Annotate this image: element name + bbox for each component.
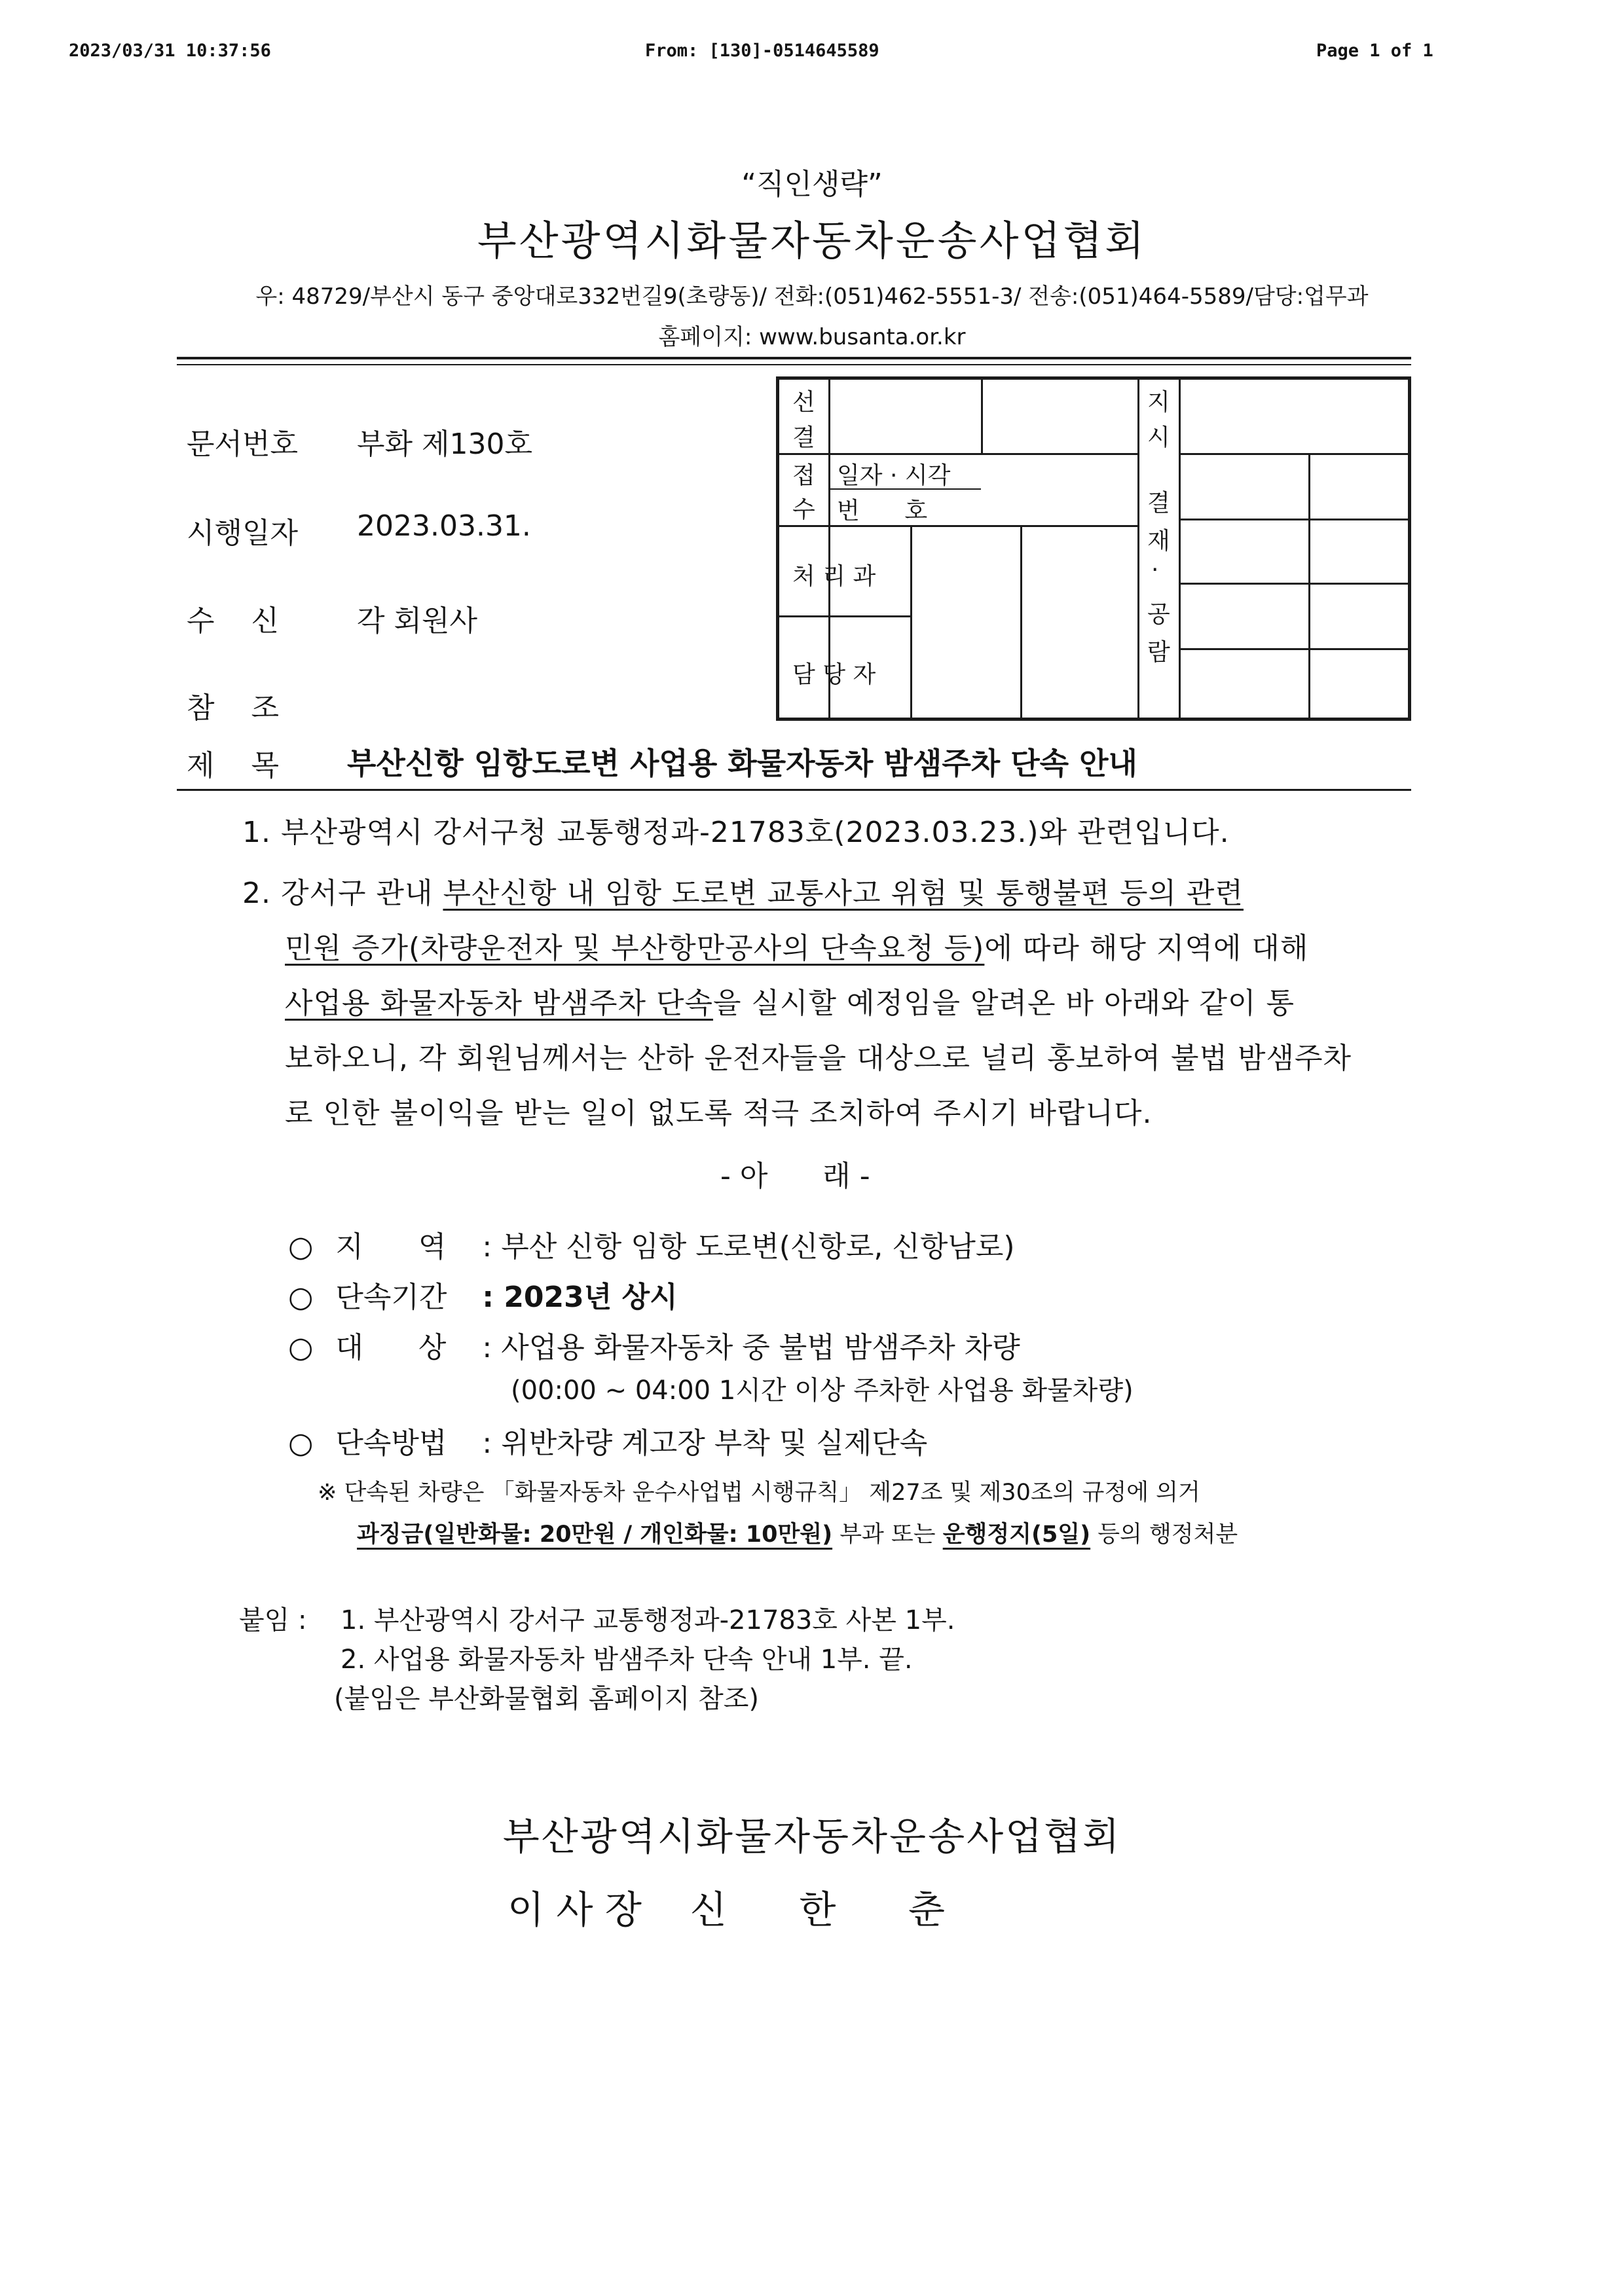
approval-jae: 재: [1147, 528, 1170, 555]
header-divider-thin: [177, 364, 1411, 365]
footer-signer: 이 사 장 신 한 춘: [507, 1887, 946, 1932]
item-area: [288, 1223, 1015, 1265]
doc-number-value: 부화 제130호: [357, 428, 532, 461]
footer-org-name: 부산광역시화물자동차운송사업협회: [502, 1814, 1122, 1859]
subject-label: 제 목: [187, 749, 279, 782]
approval-hline: [779, 615, 910, 617]
attachment-2: 2. 사업용 화물자동차 밤샘주차 단속 안내 1부. 끝.: [341, 1645, 913, 1675]
attachments-label: 붙임 :: [239, 1605, 307, 1635]
approval-si: 시: [1147, 424, 1170, 451]
doc-number-label: 문서번호: [187, 428, 299, 461]
approval-gong: 공: [1147, 601, 1170, 628]
item-area-value: : 부산 신항 임항 도로변(신항로, 신항남로): [482, 1230, 1015, 1264]
approval-ji: 지: [1147, 389, 1170, 416]
item-period-label: 단속기간: [335, 1281, 447, 1314]
approval-processing-dept: 처 리 과: [792, 563, 876, 590]
penalty-note-line-2: [357, 1516, 1238, 1549]
item-bullet: ○: [288, 1427, 314, 1460]
item-period-value: : 2023년 상시: [482, 1281, 678, 1314]
seal-omitted-note: “직인생략”: [741, 168, 883, 201]
recipient-value: 각 회원사: [357, 604, 478, 638]
body-p2-prefix: 2. 강서구 관내: [242, 877, 443, 910]
body-p2-underline-2: 민원 증가(차량운전자 및 부산항만공사의 단속요청 등): [285, 932, 985, 965]
approval-vline: [1137, 380, 1139, 718]
approval-ram: 람: [1147, 639, 1170, 666]
approval-date-time: 일자 · 시각: [837, 462, 951, 489]
approval-gyeol2: 결: [1147, 490, 1170, 517]
body-p2-rest-3: 을 실시할 예정임을 알려온 바 아래와 같이 통: [713, 987, 1295, 1020]
item-bullet: ○: [288, 1331, 314, 1364]
approval-box: [776, 376, 1411, 721]
org-homepage: 홈페이지: www.busanta.or.kr: [658, 324, 966, 350]
item-target-detail: (00:00 ~ 04:00 1시간 이상 주차한 사업용 화물차량): [511, 1376, 1134, 1406]
body-p2-underline-1: 부산신항 내 임항 도로변 교통사고 위험 및 통행불편 등의 관련: [443, 877, 1244, 910]
fax-page: Page 1 of 1: [1316, 41, 1433, 61]
item-bullet: ○: [288, 1230, 314, 1264]
approval-seon: 선: [792, 389, 815, 416]
body-p2-rest-2: 에 따라 해당 지역에 대해: [984, 932, 1309, 965]
body-paragraph-2-line-5: 로 인한 불이익을 받는 일이 없도록 적극 조치하여 주시기 바랍니다.: [285, 1097, 1153, 1130]
item-method: [288, 1419, 927, 1461]
penalty-note-line-1: ※ 단속된 차량은 「화물자동차 운수사업법 시행규칙」 제27조 및 제30조의 규정에 의거: [318, 1480, 1200, 1506]
item-target-value: : 사업용 화물자동차 중 불법 밤샘주차 차량: [482, 1331, 1020, 1364]
approval-vline: [1179, 380, 1181, 718]
fax-datetime: 2023/03/31 10:37:56: [69, 41, 271, 61]
org-name-header: 부산광역시화물자동차운송사업협회: [477, 217, 1147, 264]
approval-hline: [1179, 583, 1408, 585]
item-target: [288, 1324, 1020, 1366]
item-method-value: : 위반차량 계고장 부착 및 실제단속: [482, 1427, 928, 1460]
body-paragraph-2-line-1: [242, 869, 1244, 911]
approval-vline: [981, 380, 983, 453]
attachment-3: (붙임은 부산화물협회 홈페이지 참조): [334, 1684, 759, 1714]
penalty-end: 등의 행정처분: [1090, 1522, 1238, 1548]
approval-vline: [1308, 453, 1310, 718]
approval-hline: [910, 525, 1137, 527]
body-paragraph-2-line-4: 보하오니, 각 회원님께서는 산하 운전자들을 대상으로 널리 홍보하여 불법 밤샘주차: [285, 1042, 1352, 1075]
penalty-suspension: 운행정지(5일): [942, 1522, 1091, 1548]
org-address: 우: 48729/부산시 동구 중앙대로332번길9(초량동)/ 전화:(051)462-5551-3/ 전송:(051)464-5589/담당:업무과: [255, 283, 1369, 310]
item-period: [288, 1273, 678, 1315]
approval-hline: [1179, 519, 1408, 520]
approval-hline: [779, 453, 1137, 455]
approval-vline: [910, 525, 912, 718]
attachment-1: 1. 부산광역시 강서구 교통행정과-21783호 사본 1부.: [341, 1605, 955, 1635]
approval-number: 번 호: [837, 498, 928, 524]
approval-hline: [1179, 648, 1408, 650]
reference-label: 참 조: [187, 691, 279, 725]
approval-su: 수: [792, 496, 815, 523]
fax-from: From: [130]-0514645589: [645, 41, 879, 61]
approval-gyeol: 결: [792, 424, 815, 451]
penalty-mid: 부과 또는: [832, 1522, 943, 1548]
recipient-label: 수 신: [187, 604, 279, 638]
approval-person-in-charge: 담 당 자: [792, 661, 876, 688]
header-divider: [177, 357, 1411, 359]
approval-vline: [1020, 525, 1022, 718]
below-section-title: - 아 래 -: [720, 1159, 870, 1193]
body-paragraph-2-line-3: [285, 979, 1295, 1021]
issue-date-value: 2023.03.31.: [357, 509, 531, 543]
approval-jeop: 접: [792, 462, 815, 489]
approval-dot: ·: [1151, 556, 1159, 583]
item-bullet: ○: [288, 1281, 314, 1314]
body-p2-underline-3: 사업용 화물자동차 밤샘주차 단속: [285, 987, 714, 1020]
item-target-label: 대 상: [335, 1331, 447, 1364]
body-paragraph-1: 1. 부산광역시 강서구청 교통행정과-21783호(2023.03.23.)와 관련입니다.: [242, 816, 1230, 849]
subject-divider: [177, 789, 1411, 791]
item-area-label: 지 역: [335, 1230, 447, 1264]
issue-date-label: 시행일자: [187, 517, 299, 550]
approval-hline: [1179, 453, 1408, 455]
penalty-fine: 과징금(일반화물: 20만원 / 개인화물: 10만원): [357, 1522, 833, 1548]
body-paragraph-2-line-2: [285, 924, 1308, 966]
subject-value: 부산신항 임항도로변 사업용 화물자동차 밤샘주차 단속 안내: [347, 746, 1137, 781]
item-method-label: 단속방법: [335, 1427, 447, 1460]
